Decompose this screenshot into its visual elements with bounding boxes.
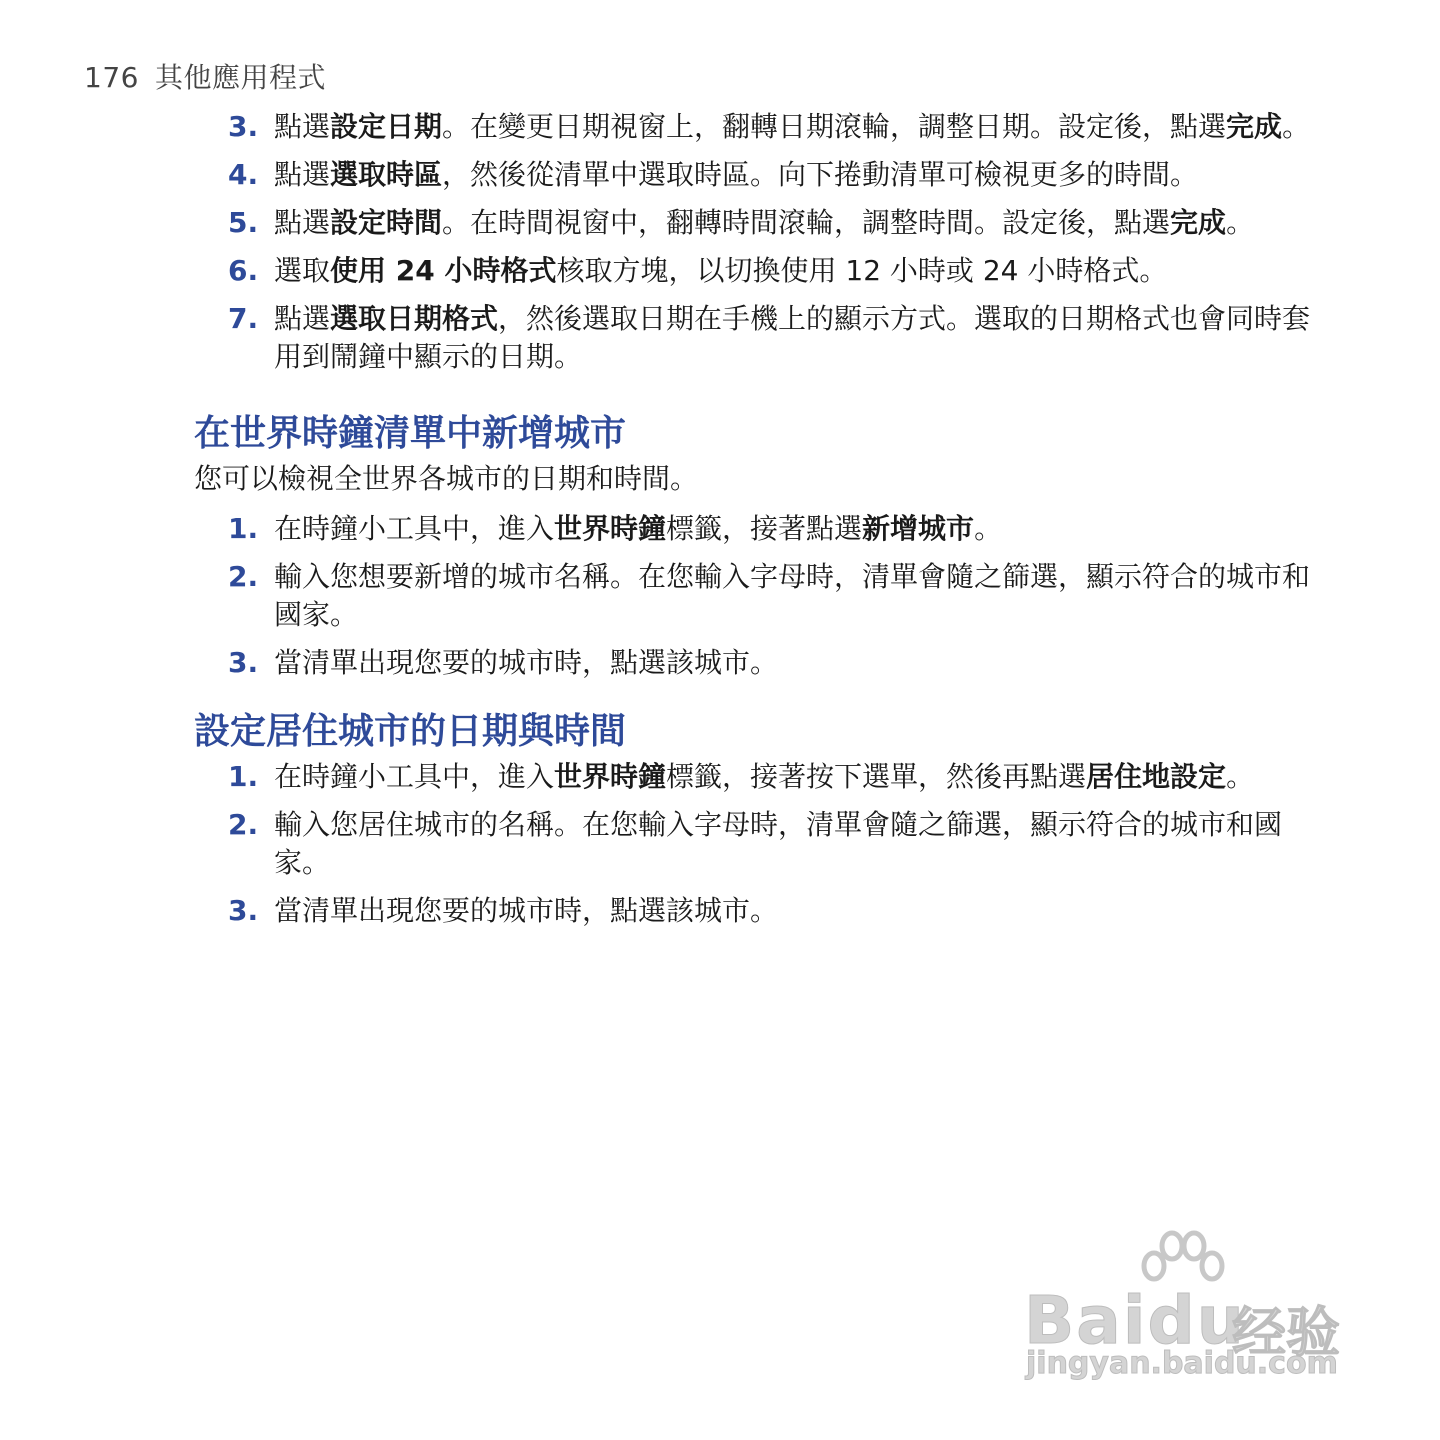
- ui-term: 完成: [1170, 206, 1227, 239]
- step-number: 4.: [228, 158, 259, 191]
- step-text: 點選: [274, 110, 331, 143]
- step-text: 。: [974, 512, 1003, 545]
- step-text: 。: [1282, 110, 1311, 143]
- list-item: [194, 156, 1314, 194]
- step-number: 5.: [228, 206, 259, 239]
- ui-term: 新增城市: [862, 512, 975, 545]
- section-title-home-city: 設定居住城市的日期與時間: [194, 711, 627, 752]
- watermark-url: jingyan.baidu.com: [1026, 1346, 1338, 1381]
- ui-term: 選取時區: [330, 158, 443, 191]
- step-number: 2.: [228, 808, 259, 841]
- step-text: 標籤，接著按下選單，然後再點選: [666, 760, 1087, 793]
- step-text: 輸入您居住城市的名稱。在您輸入字母時，清單會隨之篩選，顯示符合的城市和國家。: [274, 808, 1283, 879]
- page-number: 176: [84, 61, 139, 94]
- steps-list-home-city: [194, 758, 1314, 930]
- step-text: 。: [1226, 760, 1255, 793]
- steps-list-add-city: [194, 510, 1314, 682]
- list-item: [194, 252, 1314, 290]
- step-text: 在時鐘小工具中，進入: [274, 512, 555, 545]
- ui-term: 設定日期: [330, 110, 443, 143]
- section-intro-add-city: 您可以檢視全世界各城市的日期和時間。: [194, 462, 699, 495]
- list-item: [194, 204, 1314, 242]
- page-content: [194, 108, 1314, 940]
- list-item: [194, 758, 1314, 796]
- watermark-cn: 经验: [1232, 1301, 1340, 1364]
- list-item: [194, 510, 1314, 548]
- step-text: 當清單出現您要的城市時，點選該城市。: [274, 646, 779, 679]
- steps-list-date-time: [194, 108, 1314, 376]
- step-text: 核取方塊，以切換使用 12 小時或 24 小時格式。: [556, 254, 1168, 287]
- step-number: 1.: [228, 760, 259, 793]
- step-text: ，然後從清單中選取時區。向下捲動清單可檢視更多的時間。: [442, 158, 1199, 191]
- page-header: [84, 56, 326, 96]
- step-number: 3.: [228, 894, 259, 927]
- step-number: 7.: [228, 302, 259, 335]
- step-number: 6.: [228, 254, 259, 287]
- ui-term: 選取日期格式: [330, 302, 499, 335]
- step-text: 。: [1226, 206, 1255, 239]
- step-text: ，然後選取日期在手機上的顯示方式。選取的日期格式也會同時套用到鬧鐘中顯示的日期。: [274, 302, 1311, 373]
- ui-term: 設定時間: [330, 206, 443, 239]
- ui-term: 居住地設定: [1086, 760, 1227, 793]
- step-number: 3.: [228, 646, 259, 679]
- list-item: [194, 892, 1314, 930]
- ui-term: 世界時鐘: [554, 760, 667, 793]
- list-item: [194, 644, 1314, 682]
- step-text: 當清單出現您要的城市時，點選該城市。: [274, 894, 779, 927]
- step-text: 點選: [274, 302, 331, 335]
- chapter-title: 其他應用程式: [154, 61, 326, 94]
- ui-term: 完成: [1226, 110, 1283, 143]
- step-text: 。在時間視窗中，翻轉時間滾輪，調整時間。設定後，點選: [442, 206, 1171, 239]
- list-item: [194, 108, 1314, 146]
- ui-term: 世界時鐘: [554, 512, 667, 545]
- step-text: 點選: [274, 158, 331, 191]
- section-title-add-city: 在世界時鐘清單中新增城市: [194, 413, 627, 454]
- baidu-watermark: [1020, 1228, 1360, 1388]
- step-number: 1.: [228, 512, 259, 545]
- step-text: 點選: [274, 206, 331, 239]
- list-item: [194, 558, 1314, 634]
- step-text: 選取: [274, 254, 331, 287]
- step-number: 3.: [228, 110, 259, 143]
- step-number: 2.: [228, 560, 259, 593]
- step-text: 。在變更日期視窗上，翻轉日期滾輪，調整日期。設定後，點選: [442, 110, 1227, 143]
- list-item: [194, 806, 1314, 882]
- watermark-brand: Baidu: [1024, 1282, 1246, 1359]
- list-item: [194, 300, 1314, 376]
- step-text: 在時鐘小工具中，進入: [274, 760, 555, 793]
- ui-term: 使用 24 小時格式: [330, 254, 557, 287]
- step-text: 標籤，接著點選: [666, 512, 863, 545]
- step-text: 輸入您想要新增的城市名稱。在您輸入字母時，清單會隨之篩選，顯示符合的城市和國家。: [274, 560, 1311, 631]
